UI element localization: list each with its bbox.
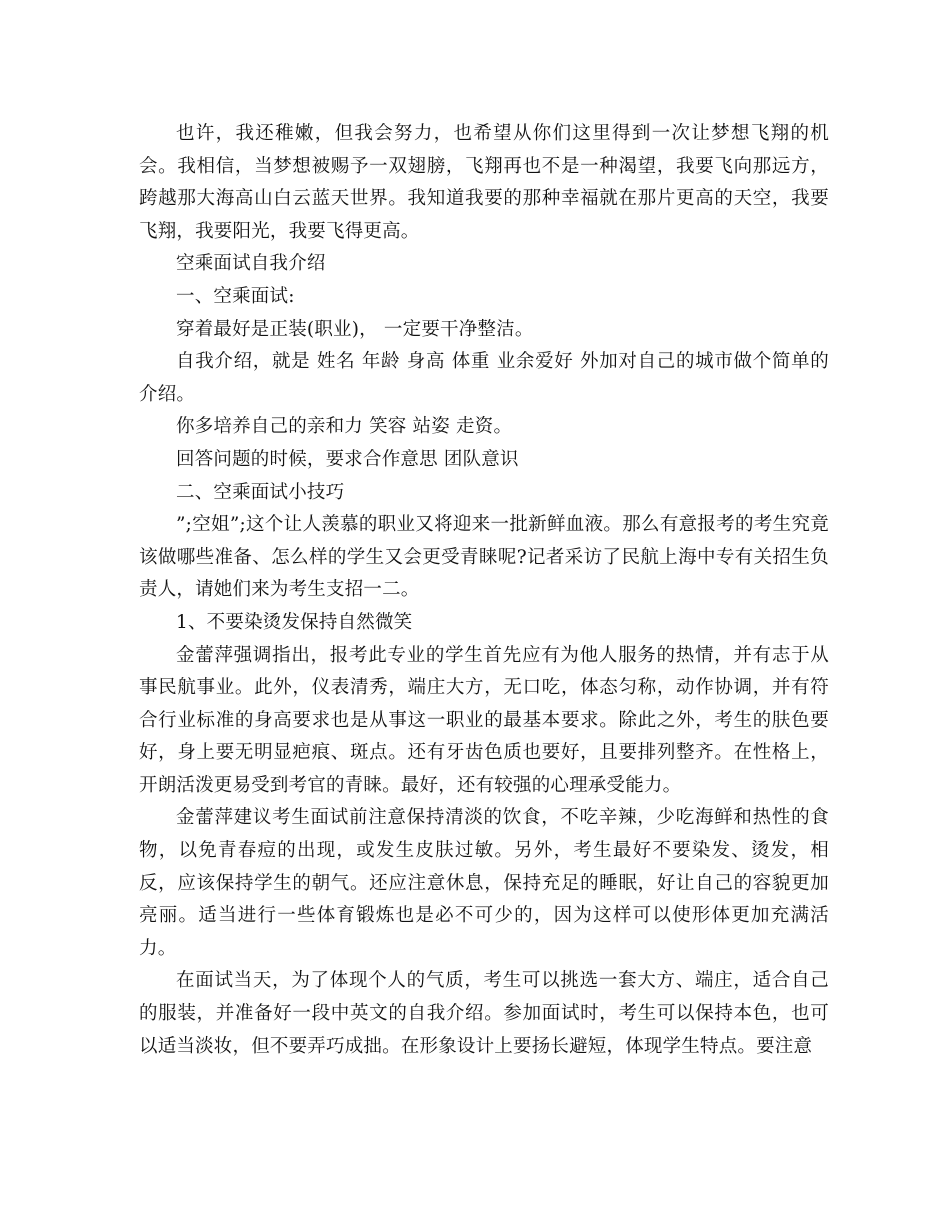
document-body xyxy=(139,118,829,1063)
paragraph-interview-day: 在面试当天，为了体现个人的气质，考生可以挑选一套大方、端庄，适合自己的服装，并准备好一段中英文的自我介绍。参加面试时，考生可以保持本色，也可以适当淡妆，但不要弄巧成拙。在形象设计上要扬长避短，体现学生特点。要注意 xyxy=(139,970,829,1057)
paragraph-requirements: 金蕾萍强调指出，报考此专业的学生首先应有为他人服务的热情，并有志于从事民航事业。此外，仪表清秀，端庄大方，无口吃，体态匀称，动作协调，并有符合行业标准的身高要求也是从事这一职业的最基本要求。除此之外，考生的肤色要好，身上要无明显疤痕、斑点。还有牙齿色质也要好，且要排列整齐。在性格上，开朗活泼更易受到考官的青睐。最好，还有较强的心理承受能力。 xyxy=(139,644,829,796)
paragraph-affinity: 你多培养自己的亲和力 笑容 站姿 走资。 xyxy=(176,416,513,438)
tip-heading-1: 1、不要染烫发保持自然微笑 xyxy=(176,611,413,633)
paragraph-answering: 回答问题的时候，要求合作意思 团队意识 xyxy=(176,448,519,470)
paragraph-intro-closing: 也许，我还稚嫩，但我会努力，也希望从你们这里得到一次让梦想飞翔的机会。我相信，当梦想被赐予一双翅膀，飞翔再也不是一种渴望，我要飞向那远方，跨越那大海高山白云蓝天世界。我知道我要的那种幸福就在那片更高的天空，我要飞翔，我要阳光，我要飞得更高。 xyxy=(139,123,829,242)
section-heading-2: 二、空乘面试小技巧 xyxy=(176,481,345,503)
paragraph-preparation: 金蕾萍建议考生面试前注意保持清淡的饮食，不吃辛辣，少吃海鲜和热性的食物，以免青春痘的出现，或发生皮肤过敏。另外，考生最好不要染发、烫发，相反，应该保持学生的朝气。还应注意休息，保持充足的睡眠，好让自己的容貌更加亮丽。适当进行一些体育锻炼也是必不可少的，因为这样可以使形体更加充满活力。 xyxy=(139,807,829,959)
section-heading-1: 一、空乘面试: xyxy=(176,285,295,307)
section-title: 空乘面试自我介绍 xyxy=(176,253,326,275)
paragraph-self-intro: 自我介绍，就是 姓名 年龄 身高 体重 业余爱好 外加对自己的城市做个简单的介绍。 xyxy=(139,351,829,405)
paragraph-attire: 穿着最好是正装(职业)， 一定要干净整洁。 xyxy=(176,318,534,340)
paragraph-stewardess: ”;空姐”;这个让人羡慕的职业又将迎来一批新鲜血液。那么有意报考的考生究竟该做哪些准备、怎么样的学生又会更受青睐呢?记者采访了民航上海中专有关招生负责人，请她们来为考生支招一二。 xyxy=(139,514,829,601)
